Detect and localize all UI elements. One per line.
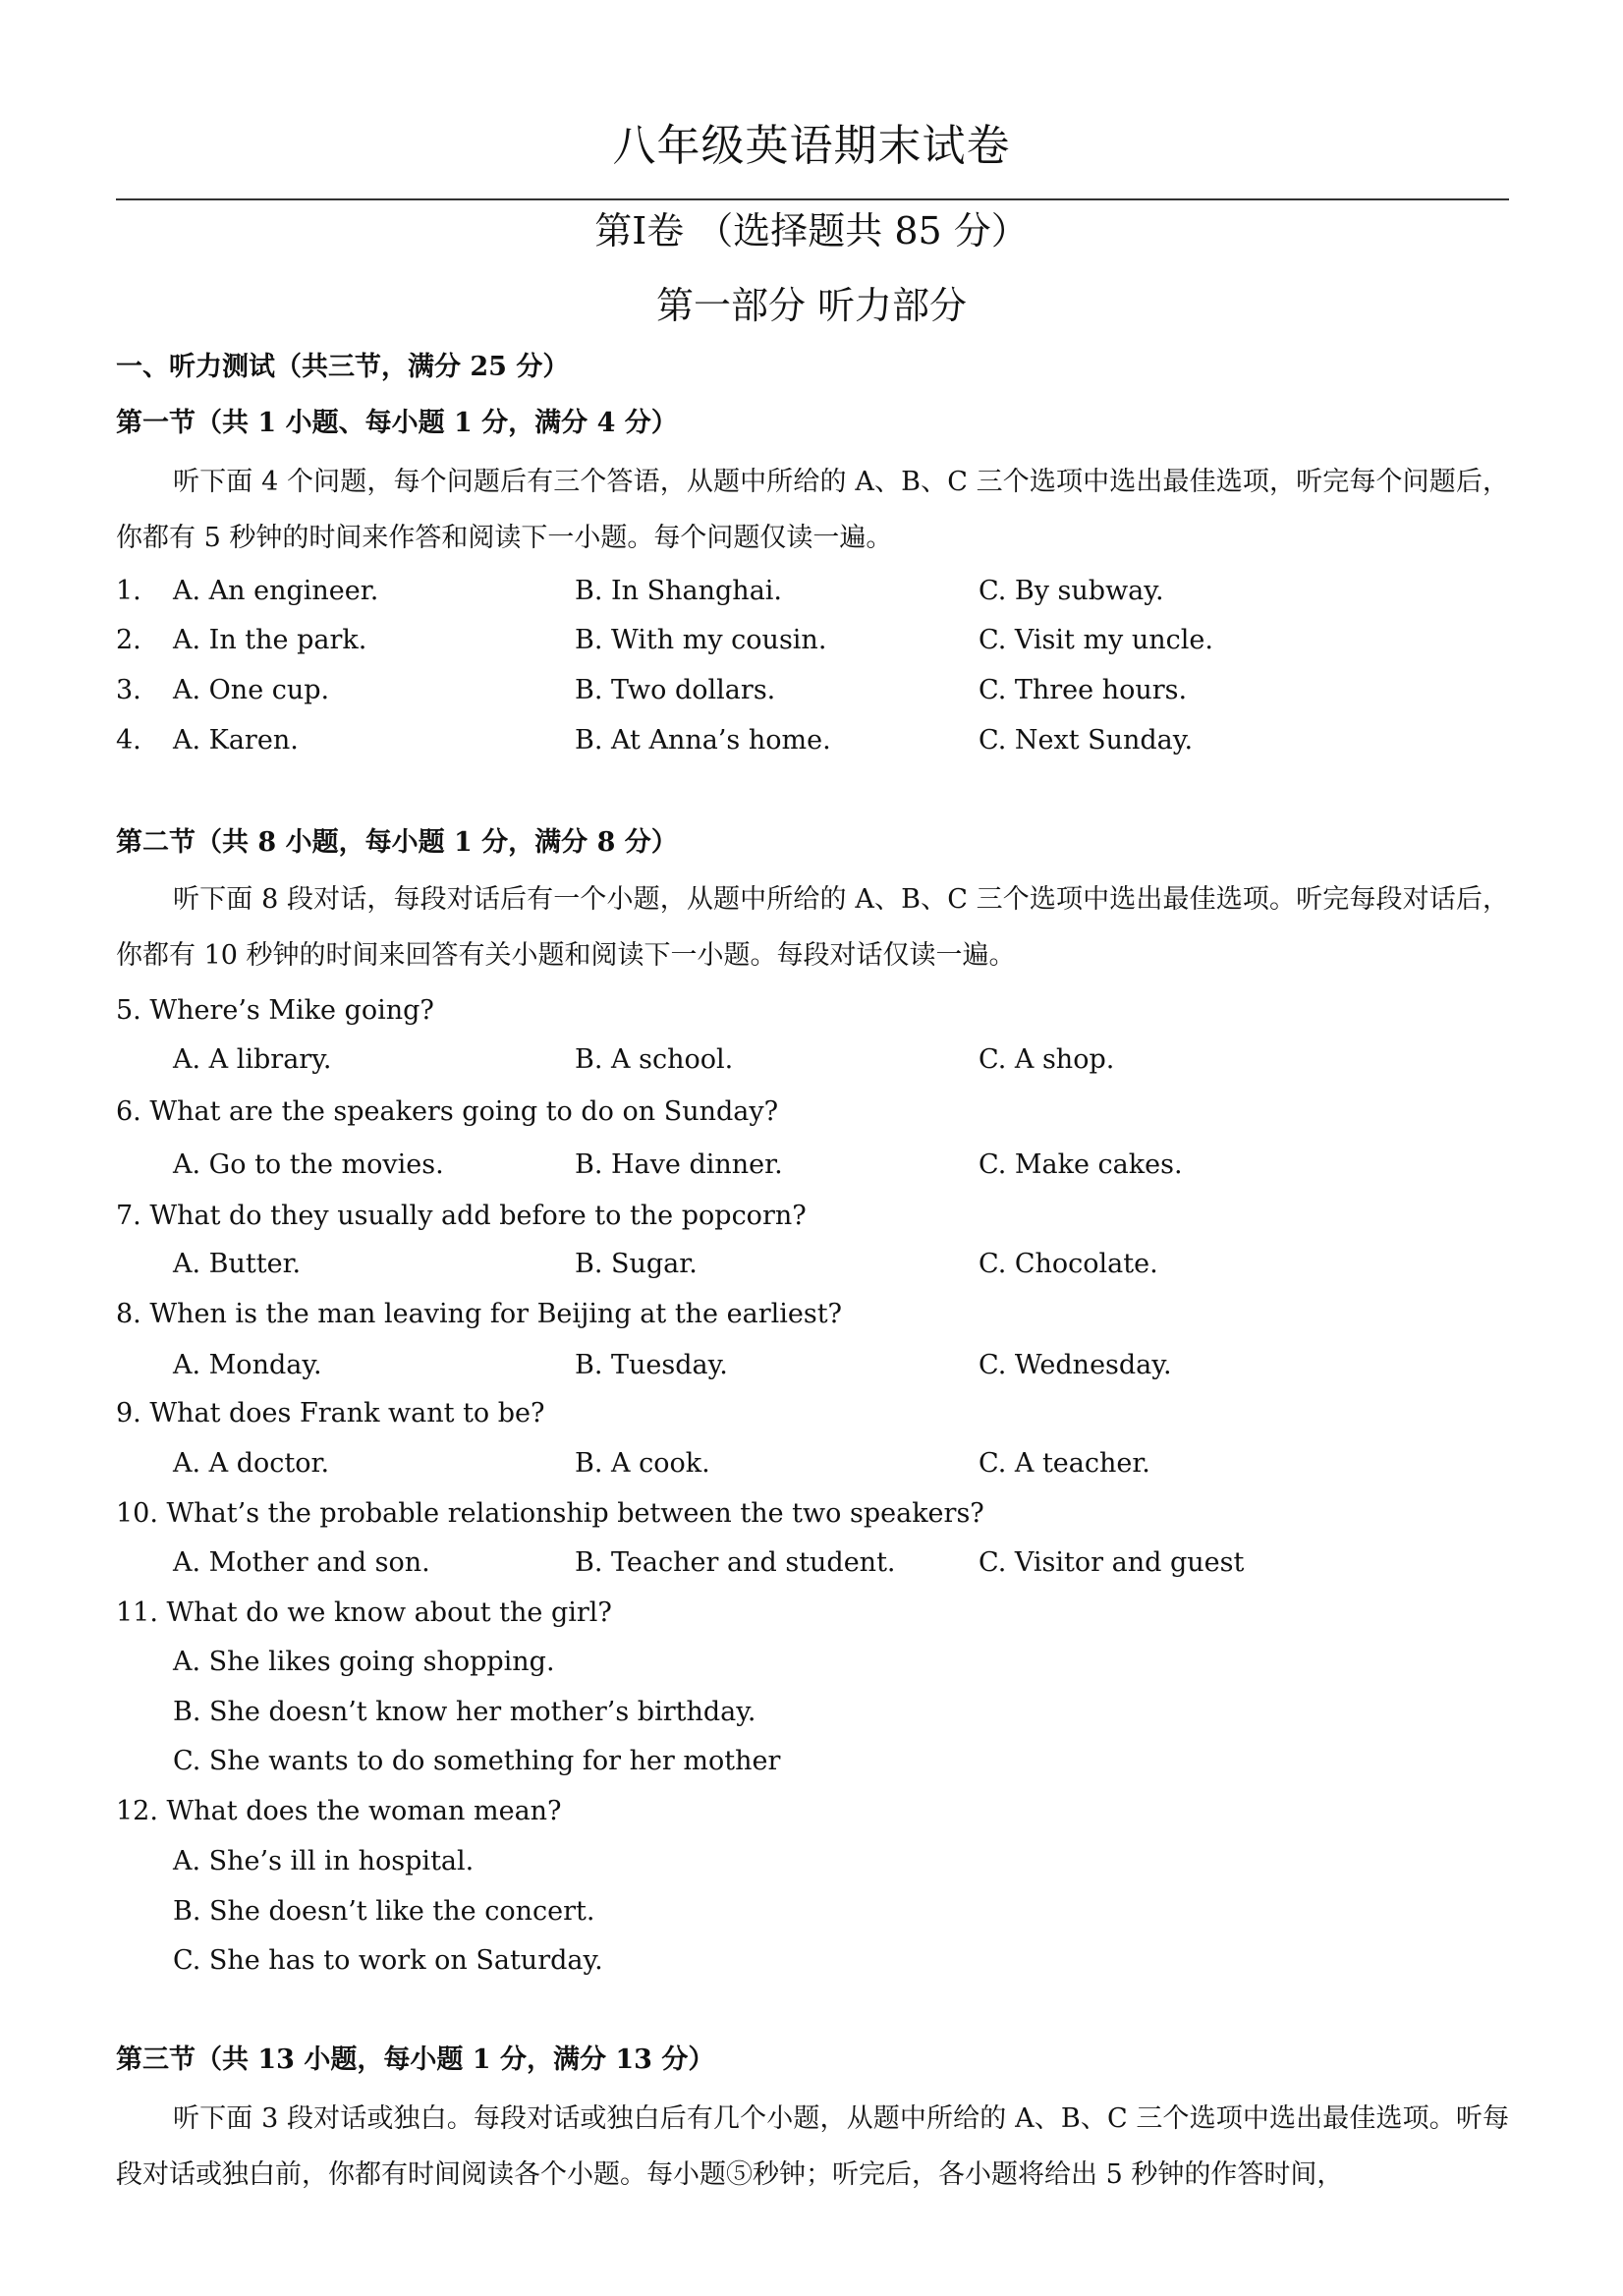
option-c: C. A teacher. [979, 1448, 1150, 1479]
option-c: C. A shop. [979, 1044, 1115, 1075]
exam-title: 八年级英语期末试卷 [612, 121, 1011, 171]
option-a: A. Butter. [173, 1249, 302, 1279]
section3-heading: 第三节（共 13 小题，每小题 1 分，满分 13 分） [116, 2044, 715, 2075]
option-c: C. She wants to do something for her mother [173, 1746, 781, 1776]
option-c: C. Visit my uncle. [979, 625, 1213, 655]
option-b: B. In Shanghai. [575, 576, 783, 606]
option-a: A. In the park. [173, 625, 367, 655]
question-row-2 [116, 623, 1509, 658]
option-a: A. She’s ill in hospital. [173, 1846, 475, 1876]
option-c: C. Visitor and guest [979, 1547, 1245, 1578]
question-9: 9. What does Frank want to be? [116, 1398, 545, 1428]
option-b: B. A cook. [575, 1448, 710, 1479]
option-a: A. Mother and son. [173, 1547, 430, 1578]
option-a: A. She likes going shopping. [173, 1647, 555, 1677]
options-10 [116, 1545, 1509, 1581]
options-7 [116, 1247, 1509, 1282]
option-b: B. Sugar. [575, 1249, 698, 1279]
question-number: 2. [116, 625, 141, 655]
options-5 [116, 1042, 1509, 1078]
option-b: B. With my cousin. [575, 625, 827, 655]
option-c: C. Make cakes. [979, 1149, 1183, 1180]
option-c: C. She has to work on Saturday. [173, 1945, 603, 1976]
option-c: C. Wednesday. [979, 1350, 1172, 1380]
option-a: A. An engineer. [173, 576, 379, 606]
question-number: 1. [116, 576, 141, 606]
option-a: A. Monday. [173, 1350, 322, 1380]
question-5: 5. Where’s Mike going? [116, 995, 434, 1026]
option-b: B. Have dinner. [575, 1149, 783, 1180]
question-8: 8. When is the man leaving for Beijing at the earliest? [116, 1299, 843, 1329]
question-7: 7. What do they usually add before to the popcorn? [116, 1201, 807, 1231]
option-a: A. One cup. [173, 675, 330, 705]
section-main-heading: 一、听力测试（共三节，满分 25 分） [116, 352, 570, 382]
option-a: A. A library. [173, 1044, 332, 1075]
option-c: C. Three hours. [979, 675, 1188, 705]
options-8 [116, 1348, 1509, 1383]
section3-instructions: 听下面 3 段对话或独白。每段对话或独白后有几个小题，从题中所给的 A、B、C 三个选项中选出最佳选项。听每段对话或独白前，你都有时间阅读各个小题。每小题⑤秒钟；听完后，各小题将给出 5 秒钟的作答时间， [116, 2103, 1509, 2190]
option-c: C. Next Sunday. [979, 725, 1194, 756]
options-6 [116, 1148, 1509, 1183]
option-b: B. At Anna’s home. [575, 725, 831, 756]
section2-instructions: 听下面 8 段对话，每段对话后有一个小题，从题中所给的 A、B、C 三个选项中选出最佳选项。听完每段对话后，你都有 10 秒钟的时间来回答有关小题和阅读下一小题。每段对话仅读一遍。 [116, 884, 1509, 971]
question-number: 3. [116, 675, 141, 705]
option-a: A. A doctor. [173, 1448, 330, 1479]
volume-heading: 第Ⅰ卷 （选择题共 85 分） [594, 209, 1029, 252]
option-b: B. She doesn’t know her mother’s birthday. [173, 1697, 756, 1727]
option-a: A. Go to the movies. [173, 1149, 444, 1180]
question-6: 6. What are the speakers going to do on Sunday? [116, 1096, 779, 1127]
option-b: B. Teacher and student. [575, 1547, 896, 1578]
option-b: B. A school. [575, 1044, 734, 1075]
question-row-1 [116, 574, 1509, 609]
section2-heading: 第二节（共 8 小题，每小题 1 分，满分 8 分） [116, 827, 678, 858]
question-row-4 [116, 723, 1509, 758]
section1-instructions: 听下面 4 个问题，每个问题后有三个答语，从题中所给的 A、B、C 三个选项中选出最佳选项，听完每个问题后，你都有 5 秒钟的时间来作答和阅读下一小题。每个问题仅读一遍。 [116, 467, 1509, 553]
option-c: C. Chocolate. [979, 1249, 1158, 1279]
option-b: B. She doesn’t like the concert. [173, 1896, 595, 1927]
question-12: 12. What does the woman mean? [116, 1796, 562, 1826]
option-a: A. Karen. [173, 725, 299, 756]
options-9 [116, 1446, 1509, 1482]
question-10: 10. What’s the probable relationship between the two speakers? [116, 1498, 984, 1529]
option-b: B. Tuesday. [575, 1350, 728, 1380]
option-c: C. By subway. [979, 576, 1164, 606]
part-heading: 第一部分 听力部分 [655, 284, 968, 327]
question-11: 11. What do we know about the girl? [116, 1597, 612, 1628]
section1-heading: 第一节（共 1 小题、每小题 1 分，满分 4 分） [116, 408, 678, 438]
option-b: B. Two dollars. [575, 675, 776, 705]
question-number: 4. [116, 725, 141, 756]
question-row-3 [116, 673, 1509, 708]
